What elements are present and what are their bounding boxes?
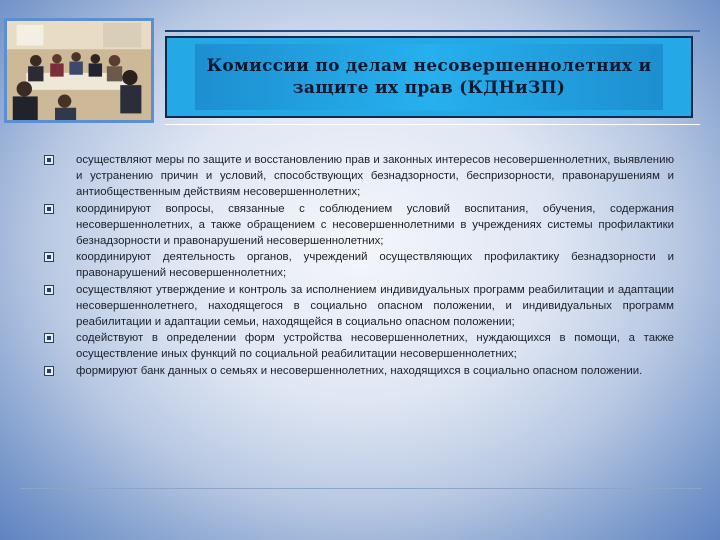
list-item	[44, 152, 674, 201]
header-underline	[165, 124, 700, 125]
title-banner	[165, 36, 693, 118]
list-item-text: осуществляют утверждение и контроль за исполнением индивидуальных программ реабилитации и адаптации несовершеннолетнего, находящегося в социально опасном положении, и индивидуальных программ реабилитации и адаптации семьи, находящейся в социально опасном положении;	[76, 283, 674, 329]
square-bullet-icon	[44, 366, 54, 376]
list-item	[44, 201, 674, 250]
header-rule	[165, 30, 700, 32]
list-item-text: содействуют в определении форм устройства несовершеннолетних, нуждающихся в помощи, а также осуществление иных функций по социальной реабилитации несовершеннолетних;	[76, 332, 674, 361]
page-title	[207, 55, 652, 99]
square-bullet-icon	[44, 285, 54, 295]
list-item-text: осуществляют меры по защите и восстановлению прав и законных интересов несовершеннолетних, выявлению и устранению причин и условий, способствующих безнадзорности, беспризорности, правонарушениям и антиобщественным действиям несовершеннолетних;	[76, 154, 674, 199]
square-bullet-icon	[44, 204, 54, 214]
list-item-text: координируют деятельность органов, учреждений осуществляющих профилактику безнадзорности и правонарушений несовершеннолетних;	[76, 251, 674, 280]
footer-rule	[20, 488, 702, 489]
functions-list	[44, 152, 674, 379]
title-line-2: защите их прав (КДНиЗП)	[292, 78, 566, 98]
square-bullet-icon	[44, 333, 54, 343]
list-item	[44, 330, 674, 362]
square-bullet-icon	[44, 155, 54, 165]
title-line-1: Комиссии по делам несовершеннолетних и	[206, 56, 652, 76]
square-bullet-icon	[44, 252, 54, 262]
list-item-text: формируют банк данных о семьях и несовершеннолетних, находящихся в социально опасном положении.	[76, 364, 643, 377]
list-item	[44, 249, 674, 281]
meeting-photo	[4, 18, 154, 123]
list-item	[44, 282, 674, 331]
list-item	[44, 363, 674, 379]
list-item-text: координируют вопросы, связанные с соблюдением условий воспитания, обучения, содержания несовершеннолетних, а также обращением с несовершеннолетними в учреждениях системы профилактики безнадзорности и правонарушений несовершеннолетних;	[76, 202, 674, 248]
